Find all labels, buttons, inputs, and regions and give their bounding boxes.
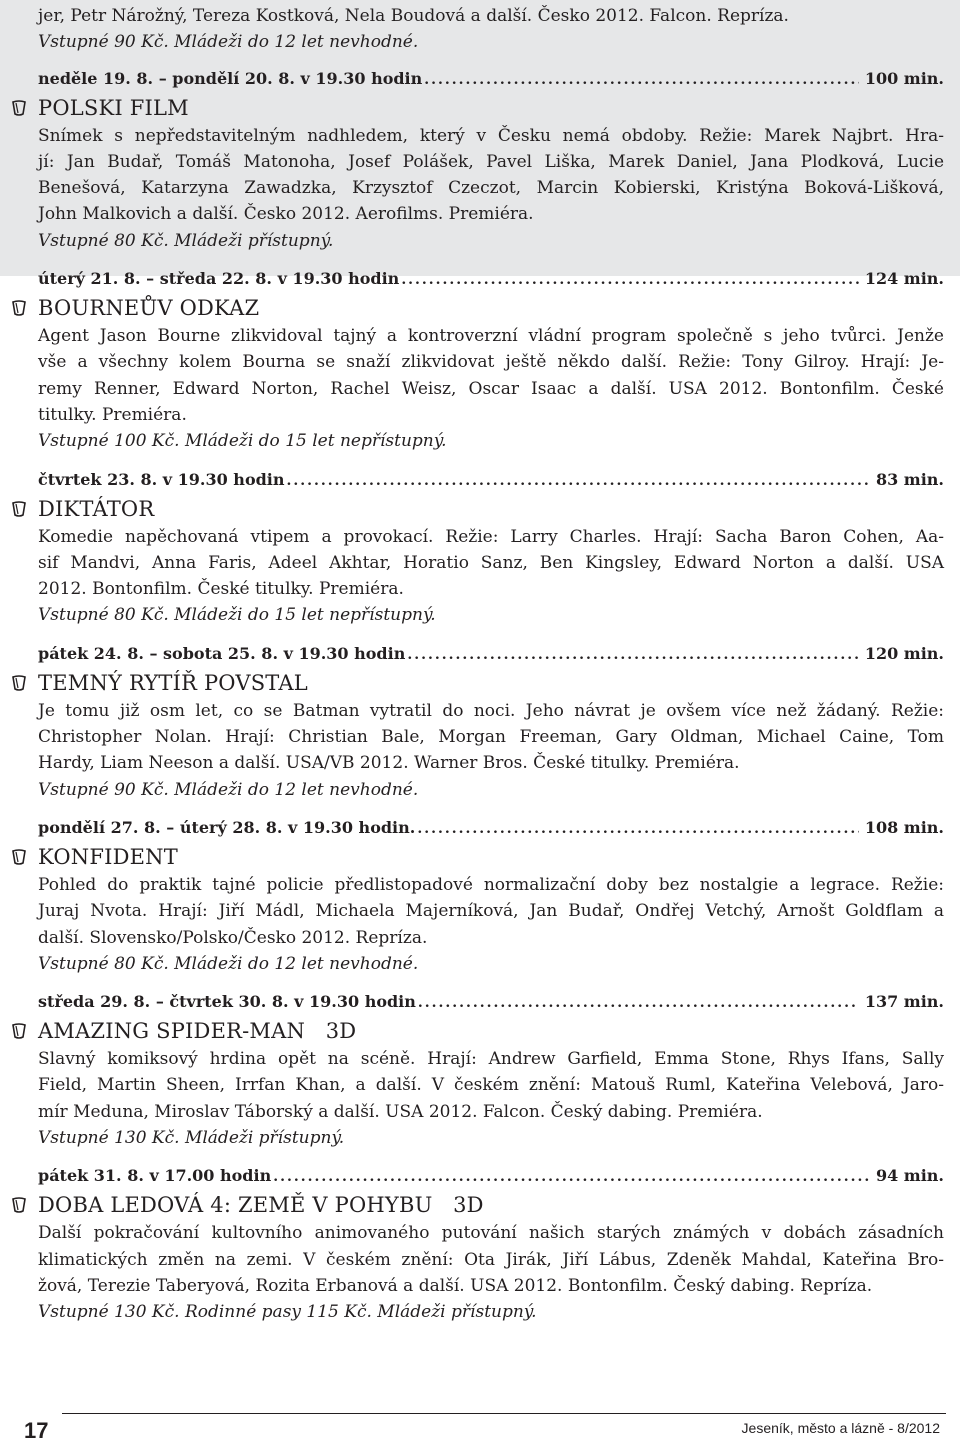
film-description-line: Hardy, Liam Neeson a další. USA/VB 2012. Warner Bros. České titulky. Premiéra. xyxy=(38,753,740,774)
film-entry xyxy=(38,815,944,989)
film-description-line: Field, Martin Sheen, Irrfan Khan, a další. V českém znění: Matouš Ruml, Kateřina Velebová, Jaro- xyxy=(38,1075,944,1096)
film-title: POLSKI FILM xyxy=(38,95,189,120)
film-list xyxy=(38,66,944,1338)
film-title: AMAZING SPIDER-MAN 3D xyxy=(38,1019,357,1044)
film-bullet-icon xyxy=(11,300,27,317)
film-description-line: titulky. Premiéra. xyxy=(38,404,187,425)
film-duration: 124 min. xyxy=(864,269,944,289)
film-title-row xyxy=(38,494,944,524)
film-entry xyxy=(38,989,944,1163)
film-bullet-icon xyxy=(11,1023,27,1040)
film-description-line: Juraj Nvota. Hrají: Jiří Mádl, Michaela Majerníková, Jan Budař, Ondřej Vetchý, Arnošt Goldflam a xyxy=(38,901,944,922)
screening-date: neděle 19. 8. – pondělí 20. 8. v 19.30 hodin xyxy=(38,68,423,88)
screening-date: úterý 21. 8. – středa 22. 8. v 19.30 hodin xyxy=(38,269,400,289)
film-entry xyxy=(38,66,944,266)
film-title-row xyxy=(38,1016,944,1046)
film-description-line: žová, Terezie Taberyová, Rozita Erbanová a další. USA 2012. Bontonfilm. Český dabing. Repríza. xyxy=(38,1275,873,1296)
film-description-line: jí: Jan Budař, Tomáš Matonoha, Josef Polášek, Pavel Liška, Marek Daniel, Jana Plodková, Lucie xyxy=(38,151,944,172)
film-price: Vstupné 80 Kč. Mládeži do 12 let nevhodné. xyxy=(38,953,419,974)
footer-divider xyxy=(62,1413,946,1414)
film-price: Vstupné 80 Kč. Mládeži do 15 let nepřístupný. xyxy=(38,605,436,626)
film-entry xyxy=(38,467,944,641)
film-bullet-icon xyxy=(11,100,27,117)
film-description-line: klimatických změn na zemi. V českém znění: Ota Jirák, Jiří Lábus, Zdeněk Mahdal, Kateřina Bro- xyxy=(38,1249,944,1270)
screening-date: středa 29. 8. – čtvrtek 30. 8. v 19.30 hodin xyxy=(38,992,416,1012)
film-bullet-icon xyxy=(11,1197,27,1214)
film-description-line: Christopher Nolan. Hrají: Christian Bale, Morgan Freeman, Gary Oldman, Michael Caine, Tom xyxy=(38,727,944,748)
cinema-program xyxy=(38,0,944,1338)
screening-date-line xyxy=(38,66,944,93)
film-price: Vstupné 90 Kč. Mládeži do 12 let nevhodné. xyxy=(38,779,419,800)
leader-dots xyxy=(424,67,859,93)
film-description-line: Pohled do praktik tajné policie předlistopadové normalizační doby bez nostalgie a legrace. Režie: xyxy=(38,874,944,895)
screening-date: čtvrtek 23. 8. v 19.30 hodin xyxy=(38,469,285,489)
film-description-line: Agent Jason Bourne zlikvidoval tajný a kontroverzní vládní program společně s jeho tvůrci. Jenže xyxy=(38,326,944,347)
film-description-line: 2012. Bontonfilm. České titulky. Premiéra. xyxy=(38,579,404,600)
screening-date-line xyxy=(38,467,944,494)
leader-dots xyxy=(418,990,859,1016)
film-description-line: Benešová, Katarzyna Zawadzka, Krzysztof Czeczot, Marcin Kobierski, Kristýna Boková-Lišková, xyxy=(38,178,944,199)
film-title-row xyxy=(38,1190,944,1220)
film-description-line: vše a všechny kolem Bourna se snaží zlikvidovat ještě někdo další. Režie: Tony Gilroy. Hrají: Je- xyxy=(38,352,944,373)
film-description-line: sif Mandvi, Anna Faris, Adeel Akhtar, Horatio Sanz, Ben Kingsley, Edward Norton a další. USA xyxy=(38,552,944,573)
film-description-line: Komedie napěchovaná vtipem a provokací. Režie: Larry Charles. Hrají: Sacha Baron Cohen, Aa- xyxy=(38,526,944,547)
screening-date-line xyxy=(38,989,944,1016)
film-description-line: mír Meduna, Miroslav Táborský a další. USA 2012. Falcon. Český dabing. Premiéra. xyxy=(38,1101,763,1122)
film-title: BOURNEŮV ODKAZ xyxy=(38,296,260,321)
film-description-line: Slavný komiksový hrdina opět na scéně. Hrají: Andrew Garfield, Emma Stone, Rhys Ifans, Sally xyxy=(38,1049,944,1070)
film-duration: 120 min. xyxy=(864,643,944,663)
film-price: Vstupné 130 Kč. Mládeži přístupný. xyxy=(38,1128,345,1149)
film-description-line: Je tomu již osm let, co se Batman vytratil do noci. Jeho návrat je ovšem více než žádaný. Režie: xyxy=(38,700,944,721)
intro-block xyxy=(38,0,944,66)
leader-dots xyxy=(401,267,859,293)
film-title-row xyxy=(38,842,944,872)
film-entry xyxy=(38,266,944,466)
screening-date: pondělí 27. 8. – úterý 28. 8. v 19.30 hodin. xyxy=(38,817,416,837)
film-title: DIKTÁTOR xyxy=(38,496,155,521)
leader-dots xyxy=(407,642,858,668)
film-title: DOBA LEDOVÁ 4: ZEMĚ V POHYBU 3D xyxy=(38,1193,484,1218)
film-bullet-icon xyxy=(11,501,27,518)
publication-name: Jeseník, město a lázně - 8/2012 xyxy=(741,1420,940,1436)
leader-dots xyxy=(287,468,870,494)
film-price: Vstupné 80 Kč. Mládeži přístupný. xyxy=(38,230,334,251)
film-duration: 108 min. xyxy=(864,817,944,837)
film-title-row xyxy=(38,668,944,698)
film-description-line: remy Renner, Edward Norton, Rachel Weisz, Oscar Isaac a další. USA 2012. Bontonfilm. České xyxy=(38,378,944,399)
film-description-line: Snímek s nepředstavitelným nadhledem, který v Česku nemá obdoby. Režie: Marek Najbrt. Hra- xyxy=(38,125,944,146)
film-title: KONFIDENT xyxy=(38,844,178,869)
film-duration: 137 min. xyxy=(864,992,944,1012)
film-entry xyxy=(38,1163,944,1337)
film-description-line: Další pokračování kultovního animovaného putování našich starých známých v dobách zásadních xyxy=(38,1223,944,1244)
film-price: Vstupné 100 Kč. Mládeži do 15 let nepřístupný. xyxy=(38,431,447,452)
screening-date-line xyxy=(38,266,944,293)
screening-date-line xyxy=(38,815,944,842)
page-number: 17 xyxy=(24,1418,49,1443)
film-duration: 83 min. xyxy=(875,469,944,489)
film-bullet-icon xyxy=(11,849,27,866)
film-title-row xyxy=(38,93,944,123)
leader-dots xyxy=(417,816,858,842)
film-description-line: John Malkovich a další. Česko 2012. Aerofilms. Premiéra. xyxy=(38,204,534,225)
film-title: TEMNÝ RYTÍŘ POVSTAL xyxy=(38,670,308,695)
film-bullet-icon xyxy=(11,675,27,692)
film-description-line: další. Slovensko/Polsko/Česko 2012. Repríza. xyxy=(38,927,428,948)
film-duration: 94 min. xyxy=(875,1166,944,1186)
screening-date-line xyxy=(38,641,944,668)
intro-line: jer, Petr Nárožný, Tereza Kostková, Nela Boudová a další. Česko 2012. Falcon. Repríza. xyxy=(38,6,789,26)
screening-date: pátek 24. 8. – sobota 25. 8. v 19.30 hodin xyxy=(38,643,406,663)
intro-price: Vstupné 90 Kč. Mládeži do 12 let nevhodné. xyxy=(38,32,419,53)
leader-dots xyxy=(273,1164,870,1190)
film-title-row xyxy=(38,293,944,323)
screening-date: pátek 31. 8. v 17.00 hodin xyxy=(38,1166,272,1186)
screening-date-line xyxy=(38,1163,944,1190)
film-duration: 100 min. xyxy=(864,68,944,88)
film-price: Vstupné 130 Kč. Rodinné pasy 115 Kč. Mládeži přístupný. xyxy=(38,1302,537,1323)
film-entry xyxy=(38,641,944,815)
